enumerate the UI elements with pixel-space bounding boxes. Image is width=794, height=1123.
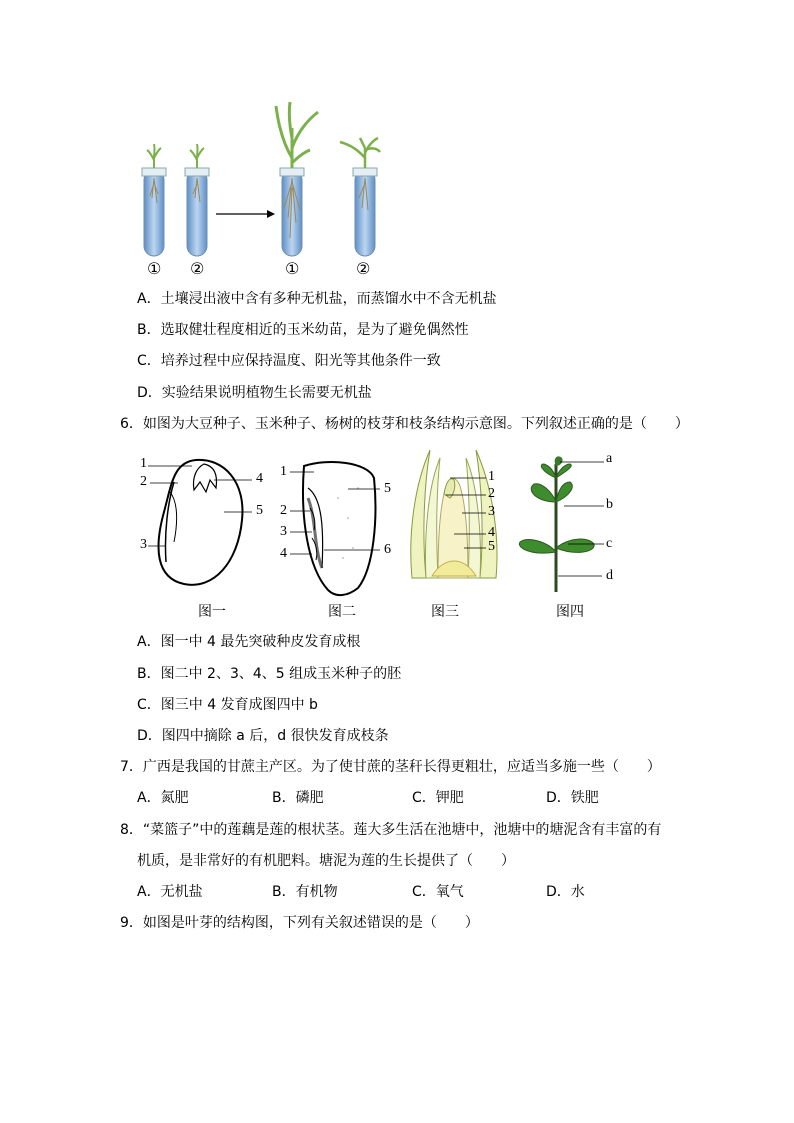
fig4-label-b: b bbox=[606, 497, 613, 512]
tube-1-after bbox=[276, 102, 318, 256]
q5-option-d: D．实验结果说明植物生长需要无机盐 bbox=[137, 385, 372, 401]
fig3-label-4: 4 bbox=[488, 525, 495, 540]
q8-option-c: C．氧气 bbox=[412, 884, 464, 900]
q8-option-b: B．有机物 bbox=[272, 884, 338, 900]
q8-option-d: D．水 bbox=[546, 884, 585, 900]
tube-label-1: ① bbox=[147, 259, 162, 278]
fig1-caption: 图一 bbox=[198, 604, 226, 620]
arrow bbox=[216, 210, 275, 218]
fig1-label-1: 1 bbox=[140, 456, 147, 471]
q6-option-a: A．图一中 4 最先突破种皮发育成根 bbox=[137, 634, 361, 650]
tube-2-before bbox=[185, 144, 209, 256]
tube-2-after bbox=[340, 138, 380, 256]
q8-stem-line1: 8．“菜篮子”中的莲藕是莲的根状茎。莲大多生活在池塘中，池塘中的塘泥含有丰富的有 bbox=[120, 822, 662, 838]
figure-1-soybean-seed bbox=[134, 452, 274, 592]
fig1-label-4: 4 bbox=[256, 471, 263, 486]
q7-option-d: D．铁肥 bbox=[546, 790, 599, 806]
fig3-caption: 图三 bbox=[431, 604, 459, 620]
figure-2-corn-seed bbox=[278, 458, 398, 598]
q7-stem: 7．广西是我国的甘蔗主产区。为了使甘蔗的茎秆长得更粗壮，应适当多施一些（ ） bbox=[120, 759, 661, 775]
fig4-label-a: a bbox=[606, 451, 613, 466]
test-tube-figure bbox=[130, 98, 400, 280]
fig2-label-4: 4 bbox=[280, 546, 287, 561]
fig2-caption: 图二 bbox=[328, 604, 356, 620]
fig1-label-2: 2 bbox=[140, 474, 147, 489]
fig2-label-3: 3 bbox=[280, 524, 287, 539]
fig2-label-6: 6 bbox=[384, 542, 391, 557]
q8-stem-line2: 机质，是非常好的有机肥料。塘泥为莲的生长提供了（ ） bbox=[137, 853, 515, 869]
fig4-caption: 图四 bbox=[556, 604, 584, 620]
fig1-label-3: 3 bbox=[140, 537, 147, 552]
tube-1-before bbox=[142, 144, 166, 256]
fig2-label-1: 1 bbox=[280, 464, 287, 479]
fig3-label-5: 5 bbox=[488, 539, 495, 554]
q7-option-b: B．磷肥 bbox=[272, 790, 324, 806]
fig4-label-c: c bbox=[606, 536, 613, 551]
fig2-label-2: 2 bbox=[280, 503, 287, 518]
fig1-label-5: 5 bbox=[256, 503, 263, 518]
q7-option-c: C．钾肥 bbox=[412, 790, 464, 806]
q5-option-c: C．培养过程中应保持温度、阳光等其他条件一致 bbox=[137, 353, 441, 369]
q6-option-d: D．图四中摘除 a 后，d 很快发育成枝条 bbox=[137, 728, 389, 744]
tube-label-3: ① bbox=[285, 259, 300, 278]
q5-option-b: B．选取健壮程度相近的玉米幼苗，是为了避免偶然性 bbox=[137, 322, 469, 338]
q6-stem: 6．如图为大豆种子、玉米种子、杨树的枝芽和枝条结构示意图。下列叙述正确的是（ ） bbox=[120, 416, 689, 432]
fig3-label-3: 3 bbox=[488, 504, 495, 519]
q5-option-a: A．土壤浸出液中含有多种无机盐，而蒸馏水中不含无机盐 bbox=[137, 291, 497, 307]
q7-option-a: A．氮肥 bbox=[137, 790, 189, 806]
q9-stem: 9．如图是叶芽的结构图，下列有关叙述错误的是（ ） bbox=[120, 915, 479, 931]
tube-label-4: ② bbox=[356, 259, 371, 278]
q6-option-c: C．图三中 4 发育成图四中 b bbox=[137, 697, 318, 713]
fig4-label-d: d bbox=[606, 568, 613, 583]
fig3-label-2: 2 bbox=[488, 486, 495, 501]
fig2-label-5: 5 bbox=[384, 481, 391, 496]
q8-option-a: A．无机盐 bbox=[137, 884, 203, 900]
tube-label-2: ② bbox=[190, 259, 205, 278]
fig3-label-1: 1 bbox=[488, 469, 495, 484]
q6-option-b: B．图二中 2、3、4、5 组成玉米种子的胚 bbox=[137, 666, 402, 682]
